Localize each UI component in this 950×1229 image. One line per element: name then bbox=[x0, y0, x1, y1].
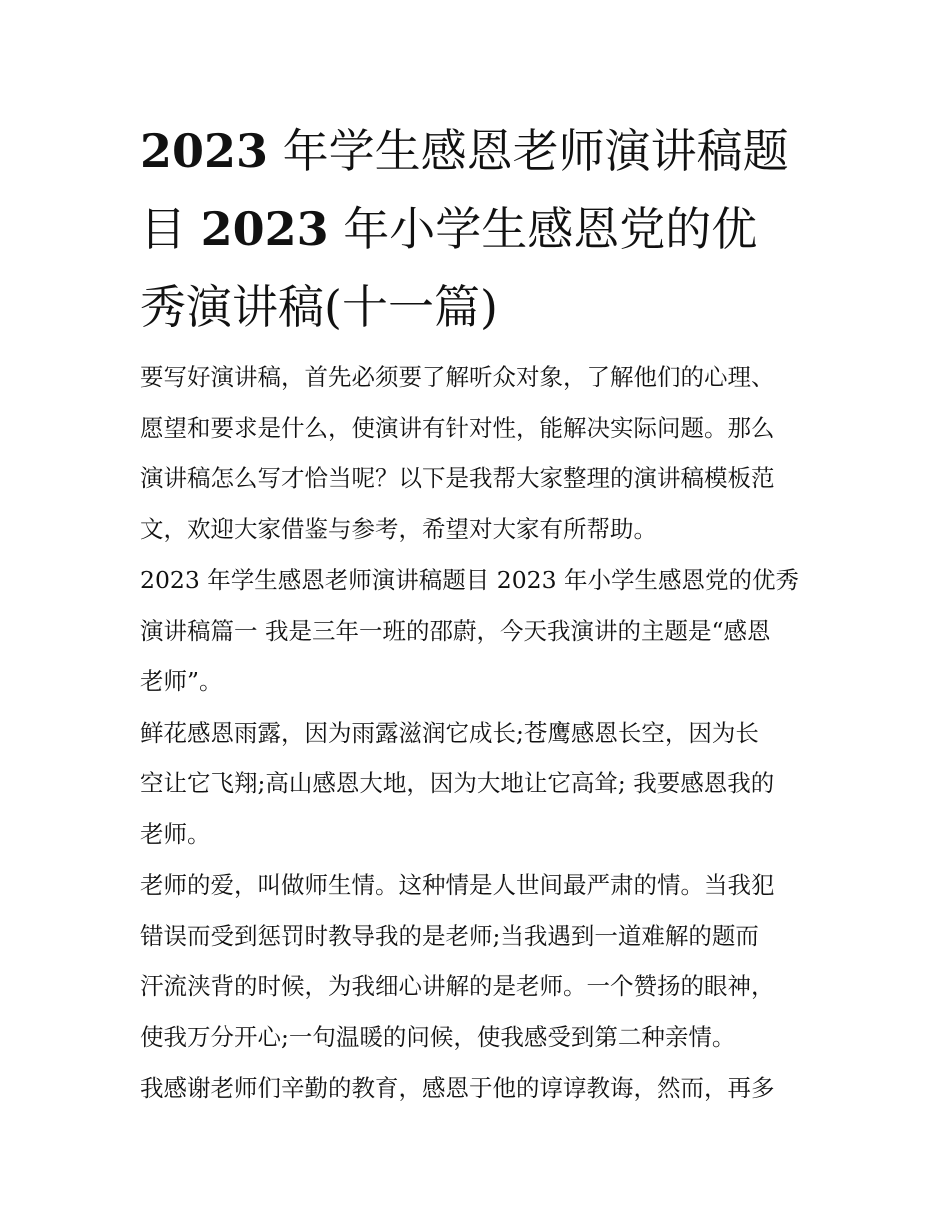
text-line: 愿望和要求是什么，使演讲有针对性，能解决实际问题。那么 bbox=[140, 413, 775, 442]
paragraph-heading bbox=[140, 555, 820, 707]
text-line: 2023 年学生感恩老师演讲稿题目 2023 年小学生感恩党的优秀 bbox=[140, 566, 800, 594]
title-year: 2023 bbox=[140, 124, 269, 178]
text-line: 老师。 bbox=[140, 819, 211, 848]
title-line-1 bbox=[140, 112, 830, 190]
paragraph-body bbox=[140, 1063, 820, 1114]
title-text: 目 bbox=[140, 202, 201, 256]
title-text: 年小学生感恩党的优 bbox=[328, 202, 758, 256]
text-line: 老师的爱，叫做师生情。这种情是人世间最严肃的情。当我犯 bbox=[140, 871, 775, 899]
document-title bbox=[140, 112, 830, 346]
title-line-3 bbox=[140, 268, 830, 346]
text-line: 错误而受到惩罚时教导我的是老师;当我遇到一道难解的题而 bbox=[140, 921, 759, 950]
text-line: 演讲稿怎么写才恰当呢？以下是我帮大家整理的演讲稿模板范 bbox=[140, 464, 775, 492]
title-line-2 bbox=[140, 190, 830, 268]
title-text: 年学生感恩老师演讲稿题 bbox=[268, 124, 789, 178]
text-line: 汗流浃背的时候，为我细心讲解的是老师。一个赞扬的眼神， bbox=[140, 972, 775, 1000]
title-text: 秀演讲稿(十一篇) bbox=[140, 280, 498, 334]
text-line: 演讲稿篇一 我是三年一班的邵蔚，今天我演讲的主题是“感恩 bbox=[140, 616, 771, 645]
title-year: 2023 bbox=[200, 202, 329, 256]
document-body bbox=[140, 352, 820, 1114]
paragraph-intro bbox=[140, 352, 820, 554]
text-line: 要写好演讲稿，首先必须要了解听众对象，了解他们的心理、 bbox=[140, 363, 775, 391]
text-line: 鲜花感恩雨露，因为雨露滋润它成长;苍鹰感恩长空，因为长 bbox=[140, 718, 759, 747]
text-line: 文，欢迎大家借鉴与参考，希望对大家有所帮助。 bbox=[140, 514, 657, 543]
text-line: 老师”。 bbox=[140, 667, 223, 695]
paragraph-body bbox=[140, 708, 820, 860]
text-line: 使我万分开心;一句温暖的问候，使我感受到第二种亲情。 bbox=[140, 1022, 736, 1051]
text-line: 我感谢老师们辛勤的教育，感恩于他的谆谆教诲，然而，再多 bbox=[140, 1074, 775, 1102]
paragraph-body bbox=[140, 860, 820, 1062]
text-line: 空让它飞翔;高山感恩大地，因为大地让它高耸; 我要感恩我的 bbox=[140, 769, 775, 797]
